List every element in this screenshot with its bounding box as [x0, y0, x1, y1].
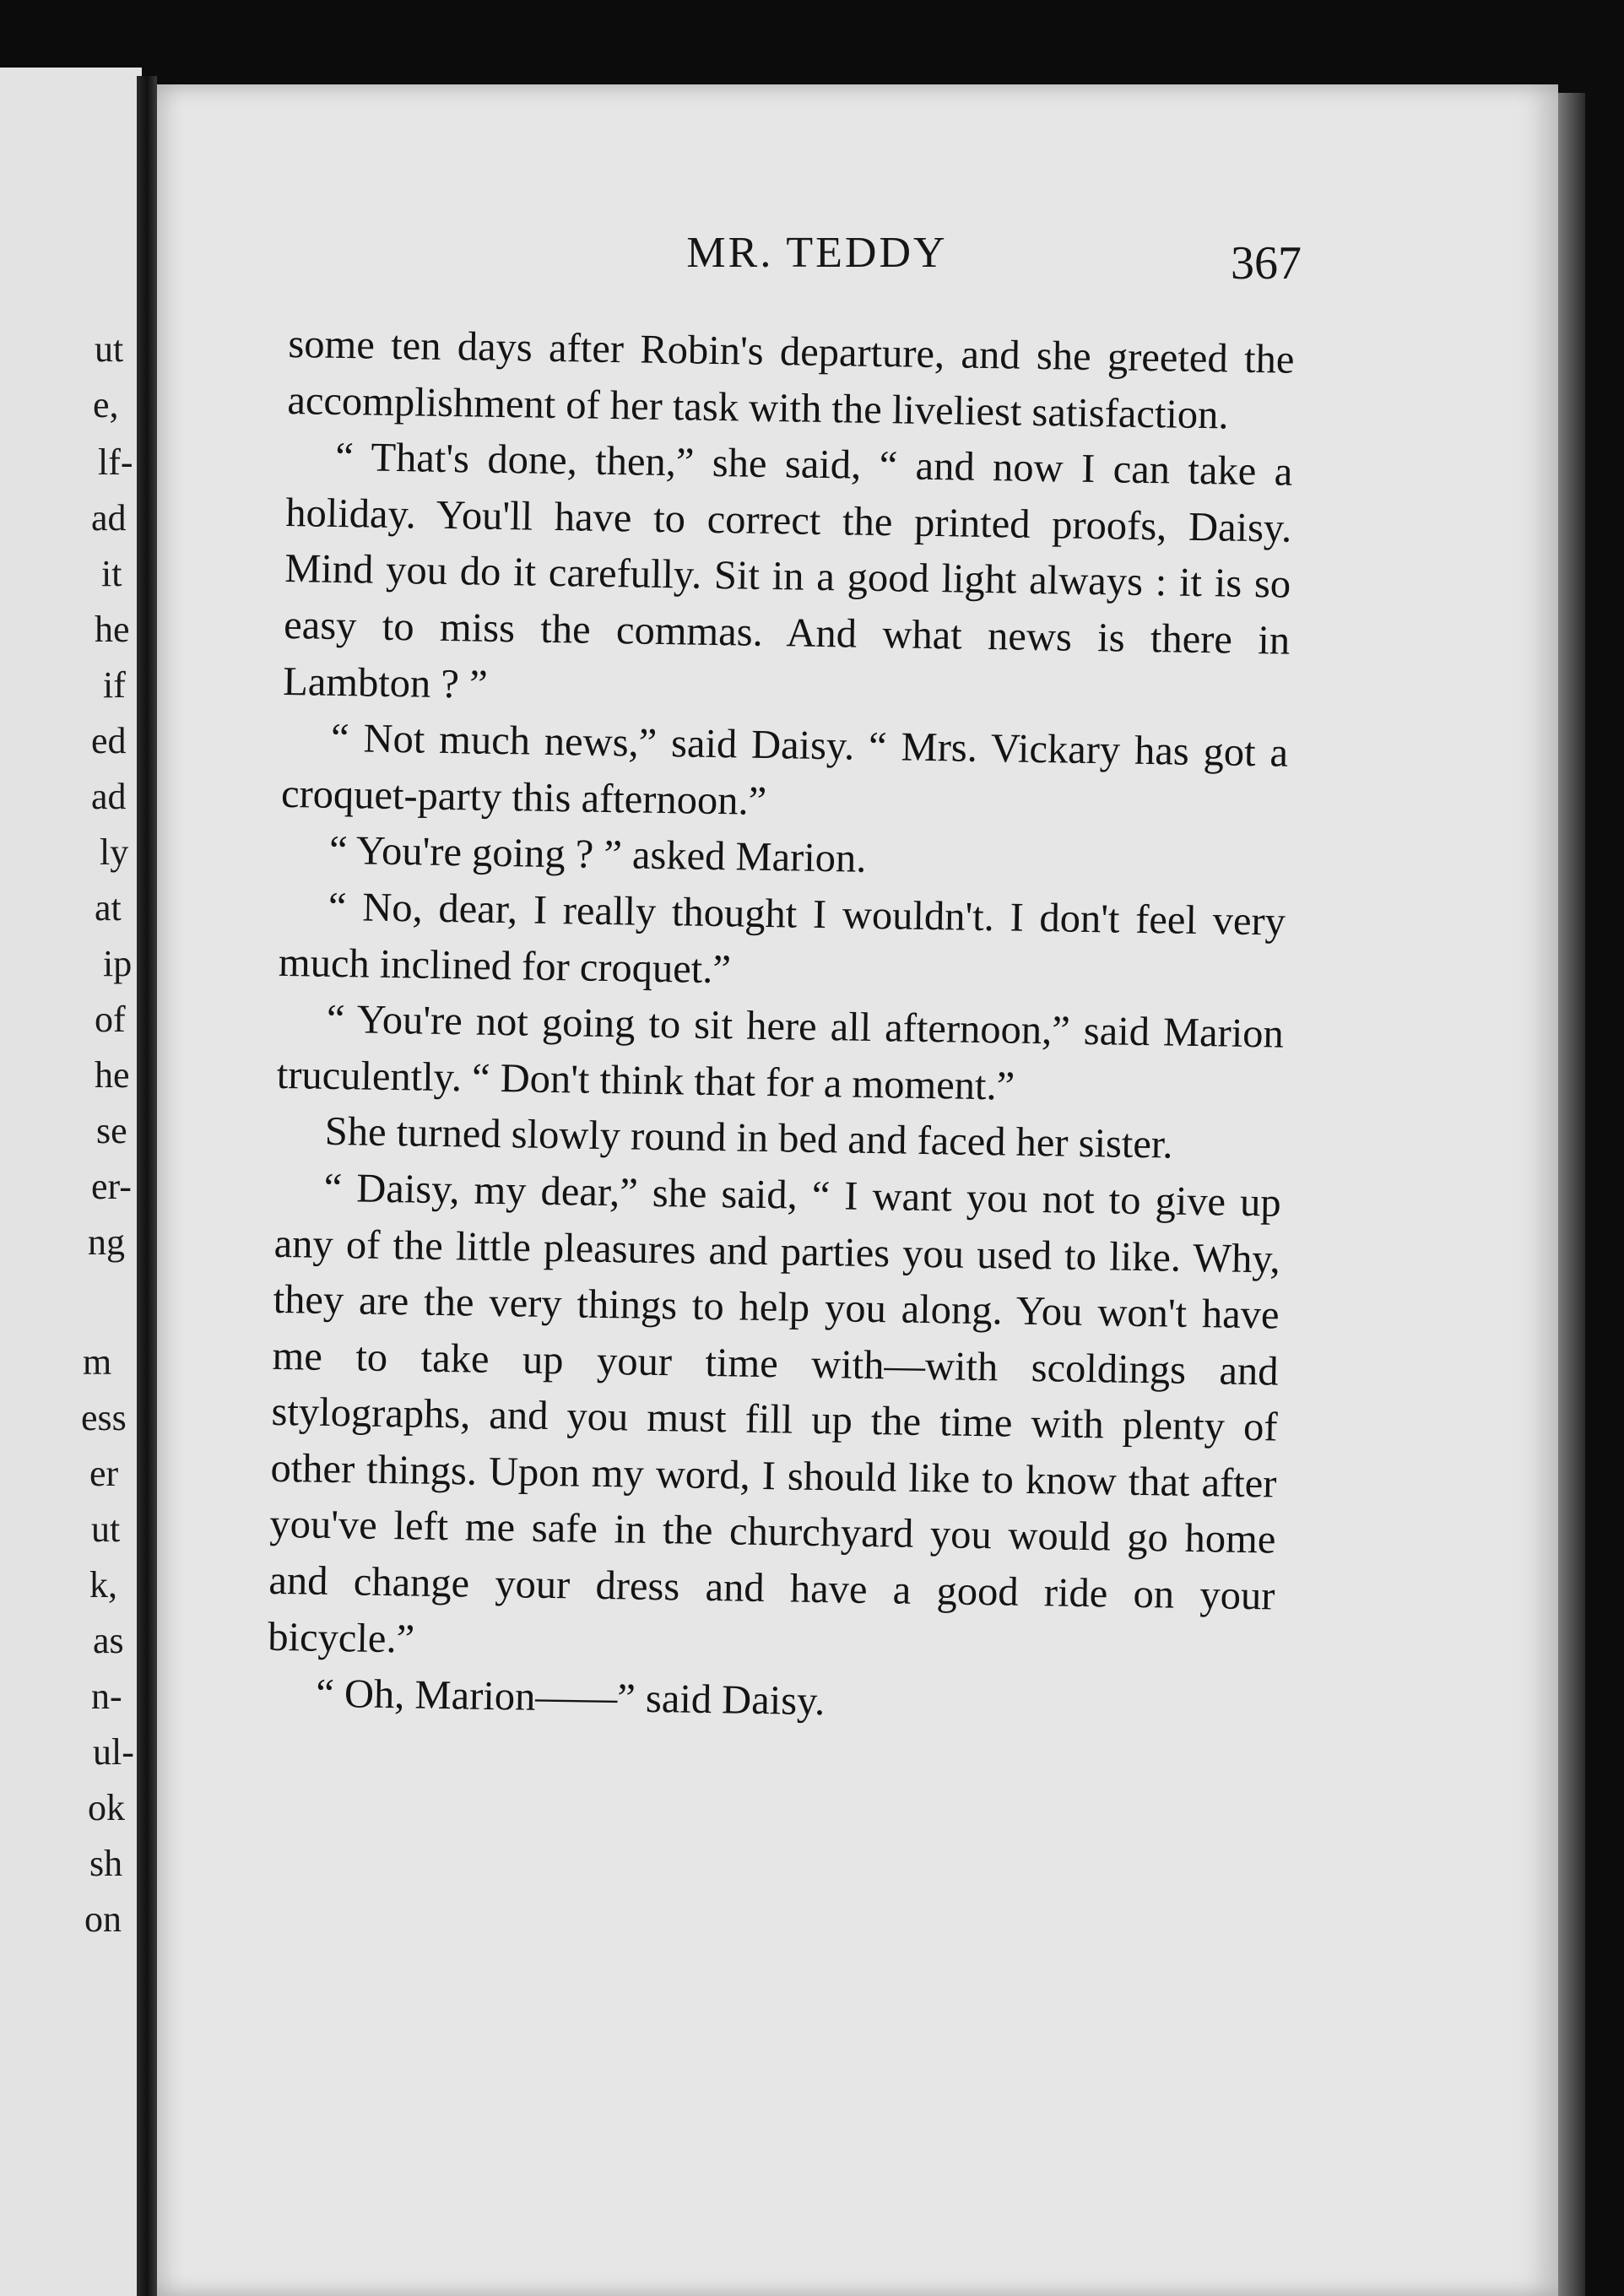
facing-page-fragment: ut: [95, 328, 124, 370]
book-gutter: [137, 76, 157, 2296]
facing-page: [0, 68, 142, 2296]
facing-page-fragment: ul-: [93, 1731, 134, 1773]
page-edge-shadow: [1558, 93, 1585, 2296]
paragraph: “ That's done, then,” she said, “ and now I can take a holiday. You'll have to correct the printed proofs, Daisy. Mind you do it carefully. Sit in a good light always : it is so easy to miss the commas. And what news is there in Lambton ? ”: [282, 435, 1293, 707]
running-head-text: MR. TEDDY: [686, 229, 948, 277]
body-text: [267, 317, 1295, 1737]
facing-page-fragment: he: [95, 609, 130, 650]
paragraph: “ Not much news,” said Daisy. “ Mrs. Vickary has got a croquet-party this afternoon.”: [280, 716, 1289, 824]
paragraph: “ You're not going to sit here all afternoon,” said Marion truculently. “ Don't think that for a moment.”: [276, 996, 1285, 1109]
facing-page-fragment: ad: [91, 497, 127, 539]
facing-page-fragment: of: [95, 999, 126, 1040]
facing-page-fragment: ut: [91, 1508, 121, 1550]
facing-page-fragment: er: [89, 1453, 119, 1494]
facing-page-fragment: ng: [88, 1221, 125, 1263]
facing-page-fragment: ad: [91, 776, 127, 817]
facing-page-fragment: m: [83, 1341, 112, 1383]
paragraph: some ten days after Robin's departure, and she greeted the accomplishment of her task with the liveliest satisfaction.: [287, 321, 1295, 438]
facing-page-fragment: lf-: [98, 441, 133, 483]
facing-page-fragment: n-: [91, 1676, 122, 1717]
facing-page-fragment: ed: [91, 720, 127, 761]
facing-page-fragment: it: [101, 553, 122, 594]
paragraph: “ Daisy, my dear,” she said, “ I want you not to give up any of the little pleasures and parties you used to like. Why, they are the very things to help you along. You won't have me to take up your time with—with scoldings and stylographs, and you must fill up the time with plenty of other things. Upon my word, I should like to know that after you've left me safe in the churchyard you would go home and change your dress and have a good ride on your bicycle.”: [268, 1165, 1282, 1662]
facing-page-fragment: if: [103, 664, 126, 706]
facing-page-fragment: he: [95, 1054, 130, 1096]
facing-page-fragment: k,: [89, 1564, 117, 1606]
paragraph: “ You're going ? ” asked Marion.: [328, 828, 867, 882]
running-head: [0, 228, 1624, 278]
facing-page-fragment: ess: [81, 1397, 127, 1438]
facing-page-fragment: ip: [103, 943, 133, 984]
page-number: 367: [1231, 237, 1302, 290]
facing-page-fragment: at: [95, 887, 122, 929]
facing-page-fragment: as: [93, 1620, 124, 1661]
facing-page-fragment: on: [84, 1898, 122, 1940]
facing-page-fragment: ly: [100, 831, 129, 873]
facing-page-fragment: ok: [88, 1787, 125, 1828]
facing-page-fragment: se: [96, 1110, 127, 1151]
paragraph: “ No, dear, I really thought I wouldn't. I don't feel very much inclined for croquet.”: [278, 884, 1286, 992]
facing-page-fragment: sh: [89, 1843, 123, 1884]
paragraph: She turned slowly round in bed and faced her sister.: [324, 1109, 1173, 1167]
paragraph: “ Oh, Marion——” said Daisy.: [315, 1671, 826, 1725]
facing-page-fragment: e,: [93, 384, 119, 425]
facing-page-fragment: er-: [91, 1166, 132, 1207]
